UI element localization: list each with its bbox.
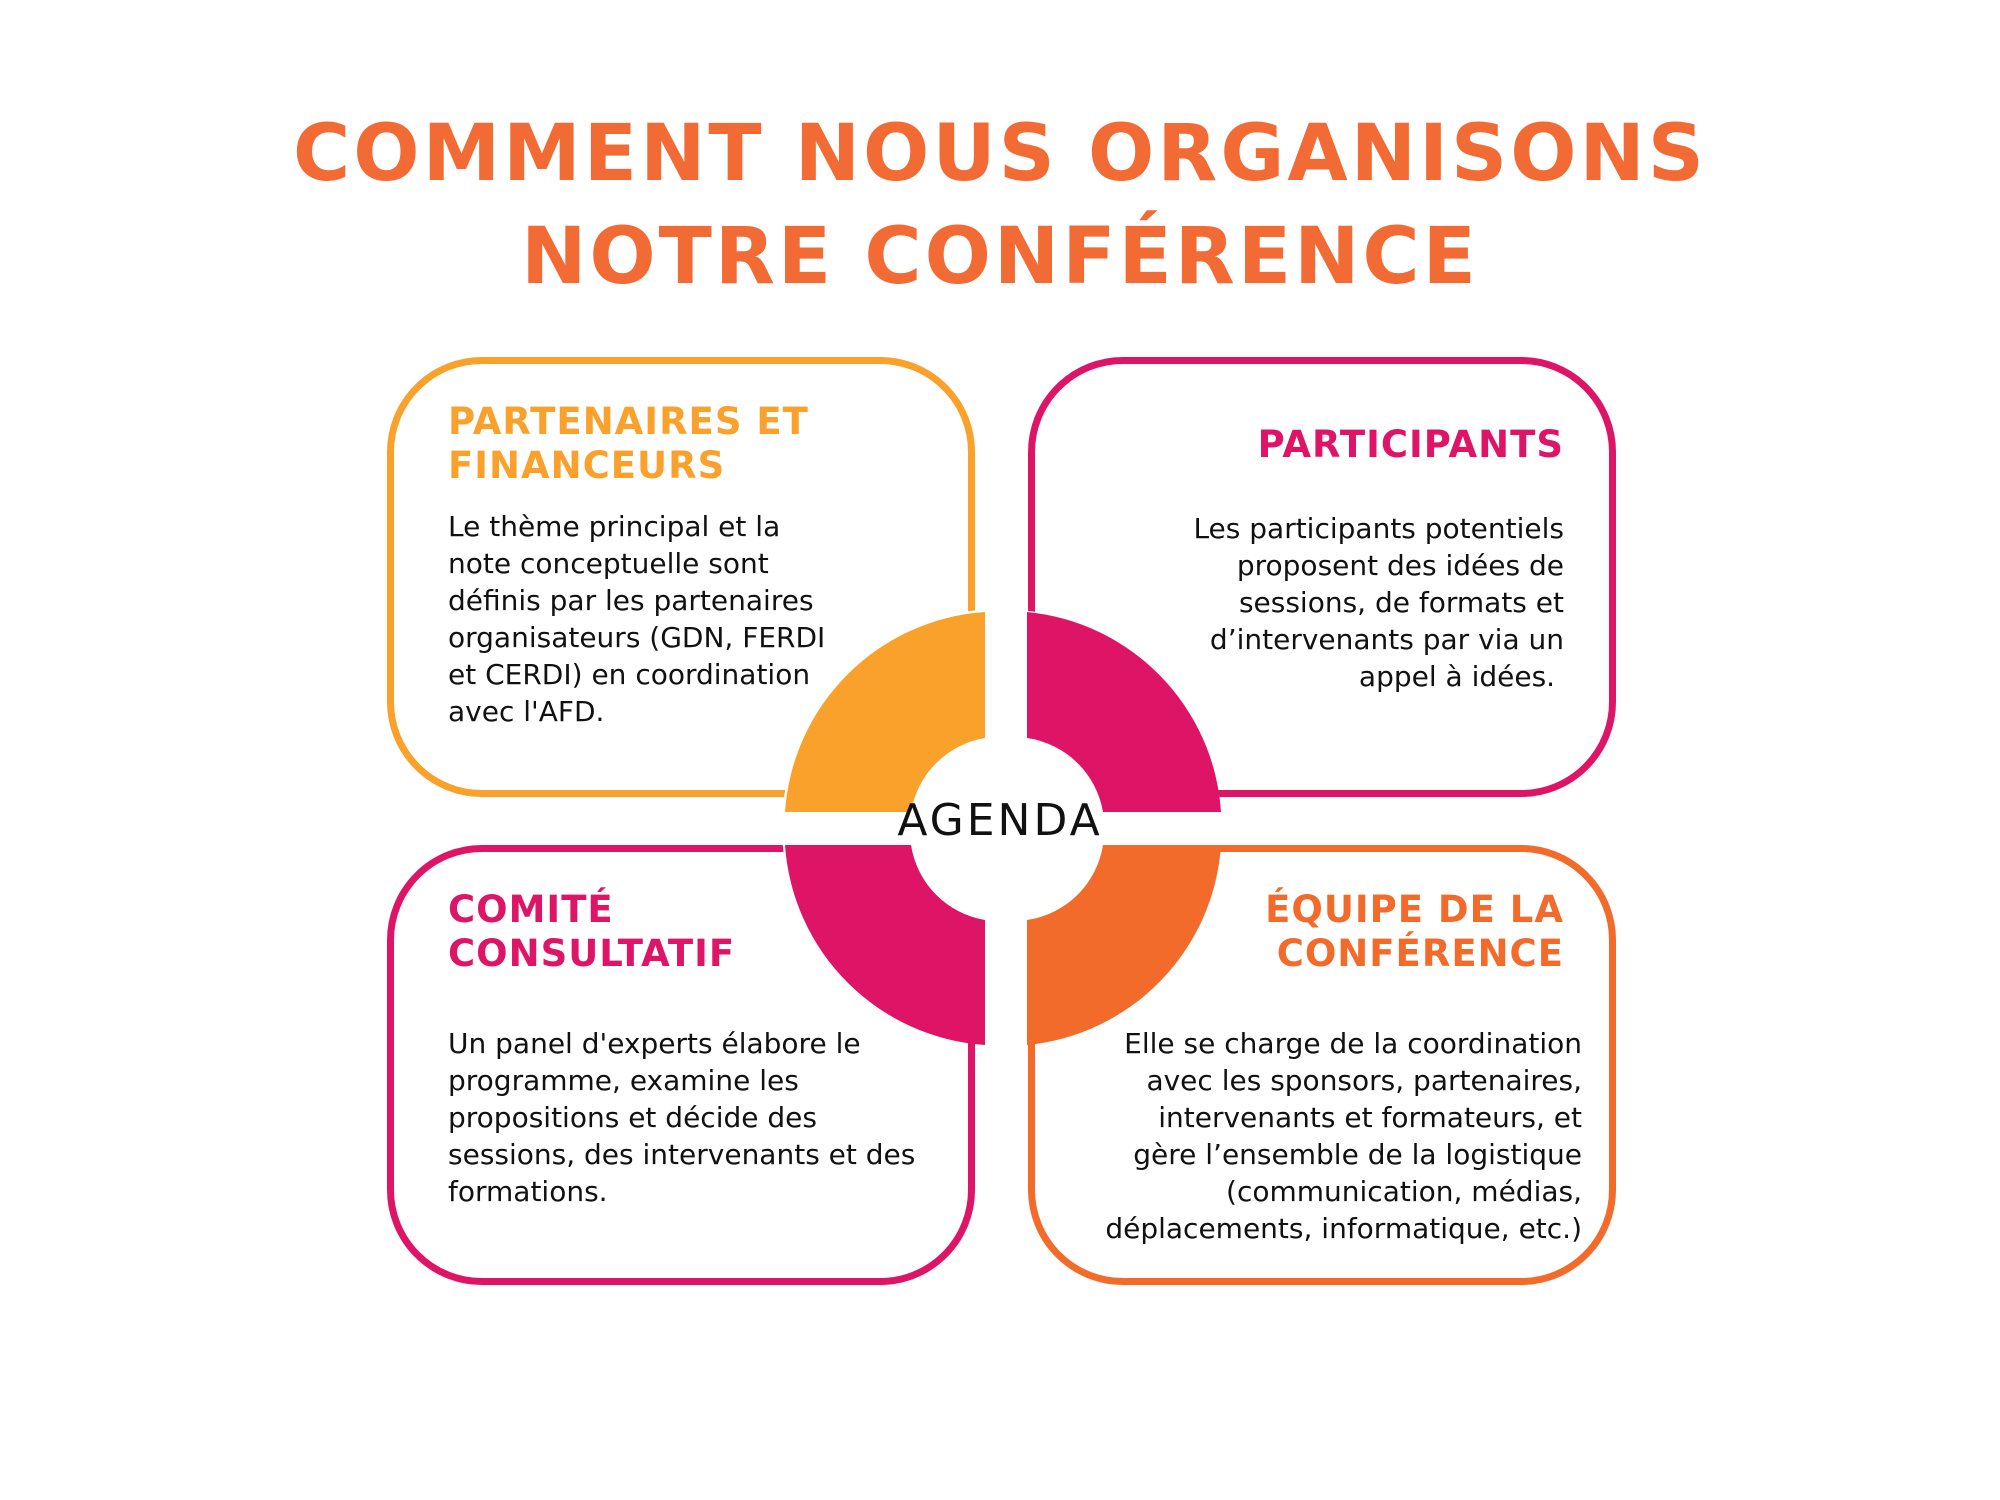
participants-description	[1120, 510, 1564, 695]
partners-text-line: note conceptuelle sont	[448, 547, 769, 580]
committee-heading-line-2: CONSULTATIF	[448, 932, 736, 975]
partners-text-line: avec l'AFD.	[448, 695, 605, 728]
center-label-agenda: AGENDA	[897, 795, 1103, 846]
team-text-line: (communication, médias,	[1226, 1175, 1582, 1208]
team-text-line: gère l’ensemble de la logistique	[1133, 1138, 1582, 1171]
partners-heading	[448, 400, 809, 488]
partners-text-line: et CERDI) en coordination	[448, 658, 811, 691]
partners-text-line: organisateurs (GDN, FERDI	[448, 621, 826, 654]
partners-text-line: définis par les partenaires	[448, 584, 814, 617]
page-title-line-1: COMMENT NOUS ORGANISONS	[293, 109, 1707, 199]
team-text-line: Elle se charge de la coordination	[1124, 1027, 1582, 1060]
team-text-line: déplacements, informatique, etc.)	[1105, 1212, 1582, 1245]
participants-heading	[1200, 423, 1564, 467]
partners-heading-line-2: FINANCEURS	[448, 444, 726, 487]
participants-heading-line-1: PARTICIPANTS	[1257, 423, 1564, 466]
committee-text-line: Un panel d'experts élabore le	[448, 1027, 861, 1060]
committee-heading	[448, 888, 735, 976]
team-text-line: intervenants et formateurs, et	[1158, 1101, 1582, 1134]
team-heading	[1200, 888, 1564, 976]
participants-text-line: proposent des idées de	[1236, 549, 1564, 582]
participants-text-line: Les participants potentiels	[1193, 512, 1564, 545]
partners-text-line: Le thème principal et la	[448, 510, 781, 543]
page-title-line-2: NOTRE CONFÉRENCE	[521, 212, 1479, 302]
committee-heading-line-1: COMITÉ	[448, 888, 614, 931]
committee-text-line: formations.	[448, 1175, 608, 1208]
partners-heading-line-1: PARTENAIRES ET	[448, 400, 809, 443]
committee-description	[448, 1025, 948, 1210]
participants-text-line: appel à idées.	[1358, 660, 1564, 693]
team-description	[1060, 1025, 1582, 1247]
team-heading-line-2: CONFÉRENCE	[1276, 932, 1564, 975]
participants-text-line: sessions, de formats et	[1238, 586, 1564, 619]
team-text-line: avec les sponsors, partenaires,	[1146, 1064, 1582, 1097]
committee-text-line: sessions, des intervenants et des	[448, 1138, 916, 1171]
team-heading-line-1: ÉQUIPE DE LA	[1265, 888, 1564, 931]
committee-text-line: propositions et décide des	[448, 1101, 817, 1134]
committee-text-line: programme, examine les	[448, 1064, 799, 1097]
participants-text-line: d’intervenants par via un	[1209, 623, 1564, 656]
partners-description	[448, 508, 868, 730]
